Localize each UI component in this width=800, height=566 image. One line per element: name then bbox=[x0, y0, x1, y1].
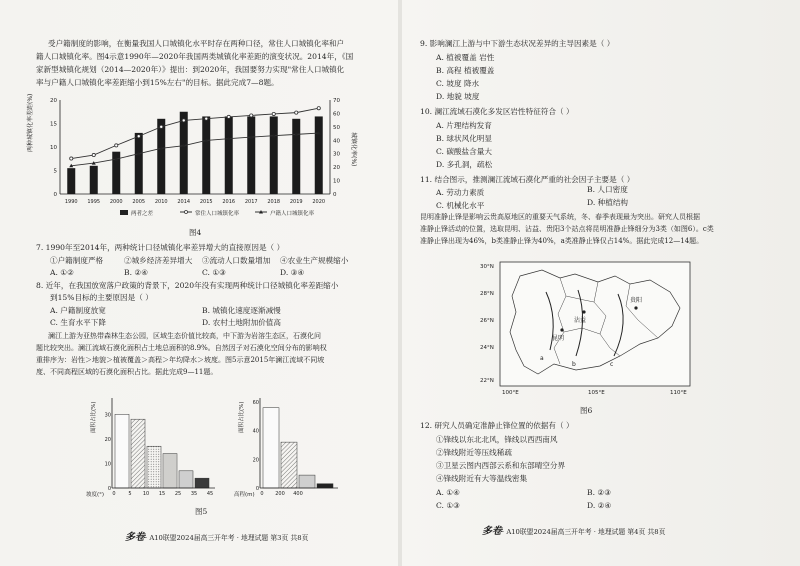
city-marker-kunming bbox=[560, 328, 563, 331]
lat-label-26: 26°N bbox=[480, 318, 494, 324]
q10-option-a[interactable]: A. 片理结构发育 bbox=[436, 121, 492, 130]
q7-item-4: ④农业生产规模缩小 bbox=[280, 256, 349, 265]
fig4-resident-point bbox=[160, 125, 163, 128]
fig4-x-tick: 2000 bbox=[109, 199, 123, 205]
figure-5-caption: 图5 bbox=[195, 507, 208, 516]
fig5-y-tick: 0 bbox=[107, 486, 111, 492]
q8-option-c[interactable]: C. 生育水平下降 bbox=[50, 318, 106, 327]
lat-label-22: 22°N bbox=[480, 378, 494, 384]
fig5-bar bbox=[263, 408, 279, 488]
q7-item-1: ①户籍制度严格 bbox=[50, 256, 104, 265]
intro-line-1: 受户籍制度的影响，在衡量我国人口城镇化水平时存在两种口径，常住人口城镇化率和户 bbox=[48, 39, 345, 48]
fig4-bar bbox=[90, 166, 98, 194]
fig4-bar bbox=[67, 168, 75, 194]
fig4-bar bbox=[292, 119, 300, 194]
fig4-resident-line bbox=[71, 108, 319, 158]
fig5-y-tick: 20 bbox=[104, 436, 111, 443]
fig4-resident-point bbox=[182, 119, 185, 122]
lon-label-105: 105°E bbox=[588, 390, 605, 396]
q7-stem: 7. 1990年至2014年，两种统计口径城镇化率差异增大的直接原因是（ ） bbox=[36, 243, 285, 252]
city-marker-zhanyi bbox=[582, 310, 585, 313]
fig4-x-tick: 1990 bbox=[64, 199, 78, 205]
fig5-y-tick: 30 bbox=[104, 412, 111, 419]
fig5-bar bbox=[195, 478, 209, 488]
right-footer bbox=[482, 522, 665, 537]
fig5-y-tick: 40 bbox=[252, 428, 259, 435]
q10-option-d[interactable]: D. 多孔洞，疏松 bbox=[436, 160, 493, 169]
front-label-c: c bbox=[610, 361, 614, 368]
q12-option-b[interactable]: B. ②③ bbox=[587, 488, 612, 497]
fig4-x-tick: 2020 bbox=[312, 199, 326, 205]
q12-option-a[interactable]: A. ①④ bbox=[436, 488, 460, 497]
fig4-resident-point bbox=[70, 157, 73, 160]
q8-option-d[interactable]: D. 农村土地附加价值高 bbox=[202, 318, 281, 327]
q12-stem: 12. 研究人员确定准静止锋位置的依据有（ ） bbox=[420, 421, 574, 430]
front-label-b: b bbox=[572, 361, 576, 368]
lon-label-110: 110°E bbox=[670, 390, 687, 396]
city-zhanyi: 沾益 bbox=[574, 317, 587, 324]
fig4-right-tick: 70 bbox=[333, 98, 340, 104]
fig4-left-tick: 0 bbox=[53, 192, 57, 198]
q7-option-c[interactable]: C. ①③ bbox=[202, 268, 226, 277]
fig4-bar bbox=[202, 116, 210, 194]
fig5-x-tick: 400 bbox=[293, 491, 303, 497]
fig4-right-tick: 30 bbox=[333, 151, 340, 158]
fig4-resident-point bbox=[115, 144, 118, 147]
fig4-x-tick: 2016 bbox=[222, 199, 236, 205]
fig4-hukou-line bbox=[71, 133, 319, 166]
figure-6-caption: 图6 bbox=[580, 406, 593, 415]
q12-option-c[interactable]: C. ①③ bbox=[436, 501, 460, 510]
fig4-x-tick: 2017 bbox=[244, 199, 258, 205]
fig5-bar bbox=[163, 454, 177, 488]
fig5-y-tick: 10 bbox=[104, 461, 111, 468]
q9-option-c[interactable]: C. 坡度 降水 bbox=[436, 79, 480, 88]
lat-label-28: 28°N bbox=[480, 291, 494, 297]
fig4-resident-point bbox=[227, 115, 230, 118]
fig5-x-tick: 0 bbox=[112, 491, 116, 497]
fig4-bar bbox=[180, 112, 188, 194]
fig4-bar bbox=[315, 116, 323, 194]
fig4-bar bbox=[157, 119, 165, 194]
fig5-x-tick: 25 bbox=[174, 491, 182, 497]
figure-4-chart bbox=[27, 92, 360, 220]
q9-stem: 9. 影响澜江上游与中下游生态状况差异的主导因素是（ ） bbox=[420, 39, 615, 48]
front-passage-line-3: 准静止锋出现为46%，b类准静止锋为40%，a类准静止锋仅占14%。据此完成12—14题。 bbox=[420, 237, 704, 245]
left-page bbox=[0, 0, 398, 566]
q9-option-d[interactable]: D. 地貌 坡度 bbox=[436, 92, 480, 101]
fig4-x-tick: 2014 bbox=[177, 199, 191, 205]
right-page bbox=[402, 0, 800, 566]
q8-stem-line-2: 到15%目标的主要原因是（ ） bbox=[50, 293, 153, 302]
fig4-right-tick: 50 bbox=[333, 124, 340, 131]
fig5-bar bbox=[179, 471, 193, 488]
passage-line-1: 澜江上游为亚热带森林生态公园，区域生态价值比较高，中下游为岩溶生态区，石漠化问 bbox=[48, 332, 321, 340]
fig4-right-tick: 10 bbox=[333, 178, 340, 185]
fig4-bar bbox=[225, 116, 233, 194]
fig5-x-tick: 200 bbox=[275, 491, 285, 497]
q11-option-d[interactable]: D. 种植结构 bbox=[587, 198, 629, 207]
fig5-x-tick: 45 bbox=[206, 491, 214, 497]
fig4-right-tick: 20 bbox=[333, 165, 340, 172]
q12-item-2: ②锋线附近等压线稀疏 bbox=[436, 448, 512, 457]
fig4-resident-point bbox=[137, 135, 140, 138]
fig5a-xlabel: 坡度(°) bbox=[86, 492, 105, 498]
fig4-right-tick: 60 bbox=[333, 111, 340, 118]
q7-item-2: ②城乡经济差异增大 bbox=[124, 256, 193, 265]
q9-option-b[interactable]: B. 高程 植被覆盖 bbox=[436, 66, 495, 75]
fig4-resident-point bbox=[250, 114, 253, 117]
fig4-resident-point bbox=[272, 112, 275, 115]
fig5-x-tick: 0 bbox=[260, 491, 264, 497]
fig5-y-tick: 0 bbox=[255, 486, 259, 492]
brand-logo-right: 多卷 bbox=[482, 526, 502, 537]
fig4-left-tick: 5 bbox=[53, 168, 57, 175]
fig4-x-tick: 2010 bbox=[154, 199, 168, 205]
q12-item-4: ④锋线附近有大等温线密集 bbox=[436, 474, 528, 483]
legend-resident: 常住人口城镇化率 bbox=[195, 211, 240, 217]
fig4-bar bbox=[270, 116, 278, 194]
fig5-x-tick: 35 bbox=[190, 491, 198, 497]
fig4-x-tick: 2019 bbox=[289, 199, 303, 205]
fig4-left-tick: 20 bbox=[50, 98, 57, 104]
figure-5-elevation-chart bbox=[234, 388, 348, 503]
legend-hukou: 户籍人口城镇化率 bbox=[270, 211, 315, 217]
fig5-y-tick: 20 bbox=[252, 457, 259, 464]
fig5b-xlabel: 高程(m) bbox=[234, 492, 255, 498]
front-passage-line-1: 昆明准静止锋是影响云贵高原地区的重要天气系统，冬、春季表现最为突出。研究人员根据 bbox=[420, 213, 700, 221]
brand-logo: 多卷 bbox=[125, 532, 145, 543]
fig4-x-tick: 1995 bbox=[87, 199, 101, 205]
left-footer bbox=[125, 528, 308, 543]
fig4-x-tick: 2005 bbox=[132, 199, 146, 205]
fig4-x-tick: 2018 bbox=[267, 199, 281, 205]
fig5-x-tick: 10 bbox=[142, 491, 150, 497]
right-footer-text: · A10联盟2024届高三开年考 · 地理试题 第4页 共8页 bbox=[502, 528, 666, 536]
q7-item-3: ③流动人口数量增加 bbox=[202, 256, 271, 265]
q12-item-1: ①锋线以东北北风，锋线以西西南风 bbox=[436, 435, 558, 444]
fig4-left-tick: 15 bbox=[50, 121, 57, 128]
q8-option-b[interactable]: B. 城镇化速度逐渐减慢 bbox=[202, 306, 281, 315]
intro-line-3: 家新型城镇化规划（2014—2020年）》提出：到2020年，我国要努力实现"常住人口城镇化 bbox=[36, 65, 345, 74]
legend-diff: 两者之差 bbox=[131, 211, 154, 217]
lat-label-30: 30°N bbox=[480, 264, 494, 270]
fig5-bar bbox=[131, 419, 145, 488]
fig5a-ylabel: 面积占比(%) bbox=[91, 401, 97, 433]
q10-stem: 10. 澜江流域石漠化多发区岩性特征符合（ ） bbox=[420, 107, 574, 116]
fig5-bar bbox=[317, 484, 333, 488]
intro-line-2: 籍人口城镇化率。图4示意1990年—2020年我国两类城镇化率差距的演变状况。2014年，《国 bbox=[36, 52, 354, 61]
q8-stem-line-1: 8. 近年，在我国放宽落户政策的背景下，2020年没有实现两种统计口径城镇化率差距缩小 bbox=[36, 281, 339, 290]
q8-option-a[interactable]: A. 户籍制度放宽 bbox=[50, 306, 106, 315]
figure-5-slope-chart bbox=[86, 388, 220, 503]
q7-option-b[interactable]: B. ②④ bbox=[124, 268, 149, 277]
fig5-bar bbox=[115, 414, 129, 488]
fig4-right-tick: 0 bbox=[333, 192, 337, 198]
fig4-left-tick: 10 bbox=[50, 145, 57, 151]
left-footer-text: · A10联盟2024届高三开年考 · 地理试题 第3页 共8页 bbox=[145, 534, 309, 542]
fig5-y-tick: 60 bbox=[252, 400, 259, 406]
fig4-resident-point bbox=[317, 107, 320, 110]
fig4-x-tick: 2015 bbox=[199, 199, 213, 205]
q12-item-3: ③卫星云图内西部云系和东部晴空分界 bbox=[436, 461, 566, 470]
q11-option-a[interactable]: A. 劳动力素质 bbox=[436, 188, 485, 197]
q12-option-d[interactable]: D. ②④ bbox=[587, 501, 612, 510]
q11-stem: 11. 结合图示，推测澜江流域石漠化严重的社会因子主要是（ ） bbox=[420, 175, 635, 184]
front-label-a: a bbox=[540, 355, 544, 362]
fig4-resident-point bbox=[295, 111, 298, 114]
fig4-bar bbox=[247, 116, 255, 194]
passage-line-2: 题比较突出。澜江流域石漠化面积占土地总面积的8.9%。自然因子对石漠化空间分布的影响权 bbox=[36, 344, 327, 352]
fig5-bar bbox=[147, 446, 161, 488]
q7-option-a[interactable]: A. ①② bbox=[50, 268, 74, 277]
passage-line-4: 度、不同高程区域的石漠化面积占比。据此完成9—11题。 bbox=[36, 368, 218, 376]
q10-option-c[interactable]: C. 碳酸盐含量大 bbox=[436, 147, 492, 156]
fig4-bar bbox=[135, 133, 143, 194]
fig4-resident-point bbox=[92, 153, 95, 156]
intro-line-4: 率与户籍人口城镇化率差距缩小到15%左右"的目标。据此完成7—8题。 bbox=[36, 78, 279, 87]
q7-option-d[interactable]: D. ③④ bbox=[280, 268, 305, 277]
figure-4-caption: 图4 bbox=[189, 228, 202, 237]
fig4-left-axis-label: 两种城镇化率差距(%) bbox=[27, 93, 34, 152]
q9-option-a[interactable]: A. 植被覆盖 岩性 bbox=[436, 53, 495, 62]
fig5-x-tick: 5 bbox=[128, 491, 132, 497]
legend-bar-swatch bbox=[120, 210, 128, 215]
city-guiyang: 贵阳 bbox=[630, 297, 643, 304]
fig4-right-axis-label: 城镇化率(%) bbox=[350, 132, 357, 167]
legend-marker-1 bbox=[185, 211, 188, 214]
lat-label-24: 24°N bbox=[480, 345, 494, 351]
passage-line-3: 重排序为：岩性＞地貌＞植被覆盖＞高程＞年均降水＞坡度。图5示意2015年澜江流域不同坡 bbox=[36, 356, 325, 364]
q11-option-b[interactable]: B. 人口密度 bbox=[587, 185, 628, 194]
fig4-legend bbox=[120, 209, 315, 217]
q11-option-c[interactable]: C. 机械化水平 bbox=[436, 201, 485, 210]
fig5-bar bbox=[299, 475, 315, 488]
front-passage-line-2: 准静止锋活动的位置，选取昆明、沾益、贵阳3个站点将昆明准静止锋细分为3类（如图6）。c类 bbox=[420, 225, 714, 233]
fig4-resident-point bbox=[205, 117, 208, 120]
fig4-right-tick: 40 bbox=[333, 138, 340, 145]
q10-option-b[interactable]: B. 球状风化明显 bbox=[436, 134, 492, 143]
fig5-bar bbox=[281, 442, 297, 488]
city-kunming: 昆明 bbox=[552, 335, 565, 342]
figure-6-map bbox=[480, 256, 700, 396]
city-marker-guiyang bbox=[634, 306, 637, 309]
fig5-x-tick: 15 bbox=[158, 491, 166, 497]
fig5b-ylabel: 面积占比(%) bbox=[239, 401, 245, 433]
lon-label-100: 100°E bbox=[502, 390, 519, 396]
